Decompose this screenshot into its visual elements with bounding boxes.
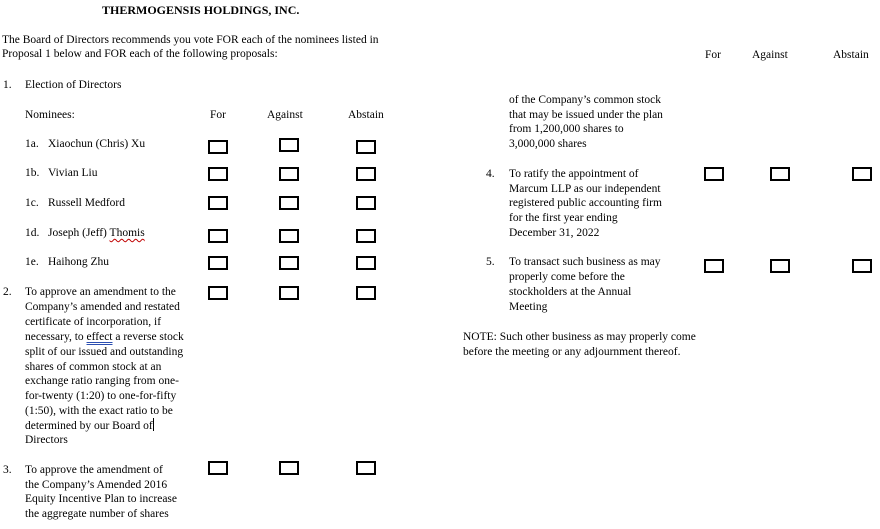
proposal-4-line: To ratify the appointment of: [509, 168, 639, 180]
proposal-4-number: 4.: [486, 168, 495, 180]
proposal-2-line: To approve an amendment to the: [25, 286, 176, 298]
checkbox-1b-for[interactable]: [208, 167, 228, 181]
checkbox-1e-abstain[interactable]: [356, 256, 376, 270]
checkbox-3-for[interactable]: [208, 461, 228, 475]
proposal-2-line: split of our issued and outstanding: [25, 346, 184, 358]
nominee-1c-id: 1c.: [25, 197, 39, 209]
checkbox-1e-against[interactable]: [279, 256, 299, 270]
note-line-2: before the meeting or any adjournment thereof.: [463, 346, 681, 358]
nominee-1d-name: [48, 226, 145, 241]
checkbox-1e-for[interactable]: [208, 256, 228, 270]
nominee-1b-name: Vivian Liu: [48, 167, 98, 179]
proposal-1-title: Election of Directors: [25, 79, 122, 91]
proposal-4-line: Marcum LLP as our independent: [509, 183, 661, 195]
proposal-4-line: for the first year ending: [509, 212, 618, 224]
proposal-5-number: 5.: [486, 256, 495, 268]
left-col-for: For: [210, 109, 226, 121]
proposal-2-line: [25, 418, 154, 434]
proposal-3-line: the aggregate number of shares: [25, 508, 169, 520]
proposal-2-line: shares of common stock at an: [25, 361, 162, 373]
proposal-2-line-end: a reverse stock: [112, 331, 184, 343]
checkbox-4-abstain[interactable]: [852, 167, 872, 181]
nominee-1d-id: 1d.: [25, 227, 40, 239]
proposal-5-line: To transact such business as may: [509, 256, 661, 268]
checkbox-4-against[interactable]: [770, 167, 790, 181]
nominee-1c-name: Russell Medford: [48, 197, 125, 209]
proposal-2-line: exchange ratio ranging from one-: [25, 375, 179, 387]
nominee-1a-id: 1a.: [25, 138, 39, 150]
proposal-2-number: 2.: [3, 286, 12, 298]
checkbox-2-abstain[interactable]: [356, 286, 376, 300]
proposal-4-line: December 31, 2022: [509, 227, 600, 239]
nominee-1e-id: 1e.: [25, 256, 39, 268]
proposal-2-marked-word: effect: [86, 331, 113, 343]
right-col-for: For: [705, 49, 721, 61]
right-col-abstain: Abstain: [833, 49, 869, 61]
checkbox-1c-abstain[interactable]: [356, 196, 376, 210]
proposal-3-number: 3.: [3, 464, 12, 476]
checkbox-1a-abstain[interactable]: [356, 140, 376, 154]
checkbox-2-for[interactable]: [208, 286, 228, 300]
text-cursor: [153, 418, 154, 431]
checkbox-1d-abstain[interactable]: [356, 229, 376, 243]
checkbox-1a-for[interactable]: [208, 140, 228, 154]
nominee-1b-id: 1b.: [25, 167, 40, 179]
proposal-5-line: stockholders at the Annual: [509, 286, 632, 298]
proposal-3-cont-line: from 1,200,000 shares to: [509, 123, 624, 135]
proposal-2-line: Directors: [25, 434, 68, 446]
note-line-1: NOTE: Such other business as may properly come: [463, 331, 696, 343]
nominee-1a-name: Xiaochun (Chris) Xu: [48, 138, 146, 150]
intro-line-1: The Board of Directors recommends you vote FOR each of the nominees listed in: [2, 34, 379, 46]
proposal-2-line: [25, 330, 184, 345]
proposal-3-cont-line: that may be issued under the plan: [509, 109, 663, 121]
intro-line-2: Proposal 1 below and FOR each of the following proposals:: [2, 48, 278, 60]
proposal-4-line: registered public accounting firm: [509, 197, 662, 209]
proposal-3-cont-line: of the Company’s common stock: [509, 94, 662, 106]
checkbox-5-for[interactable]: [704, 259, 724, 273]
checkbox-1b-abstain[interactable]: [356, 167, 376, 181]
nominee-1d-name-flagged: Thomis: [109, 227, 145, 239]
proposal-2-line: Company’s amended and restated: [25, 301, 180, 313]
checkbox-4-for[interactable]: [704, 167, 724, 181]
proposal-5-line: properly come before the: [509, 271, 625, 283]
left-col-against: Against: [267, 109, 303, 121]
checkbox-5-abstain[interactable]: [852, 259, 872, 273]
proposal-2-line: certificate of incorporation, if: [25, 316, 162, 328]
proposal-2-line-start: necessary, to: [25, 331, 87, 343]
checkbox-3-abstain[interactable]: [356, 461, 376, 475]
proposal-2-line-text: determined by our Board of: [25, 420, 153, 432]
nominees-label: Nominees:: [25, 109, 75, 121]
nominee-1e-name: Haihong Zhu: [48, 256, 110, 268]
checkbox-1d-for[interactable]: [208, 229, 228, 243]
left-col-abstain: Abstain: [348, 109, 384, 121]
proposal-1-number: 1.: [3, 79, 12, 91]
proposal-3-cont-line: 3,000,000 shares: [509, 138, 587, 150]
nominee-1d-name-prefix: Joseph (Jeff): [48, 227, 110, 239]
proposal-5-line: Meeting: [509, 301, 548, 313]
checkbox-1c-against[interactable]: [279, 196, 299, 210]
checkbox-2-against[interactable]: [279, 286, 299, 300]
proposal-2-line: for-twenty (1:20) to one-for-fifty: [25, 390, 177, 402]
checkbox-1c-for[interactable]: [208, 196, 228, 210]
company-title: THERMOGENSIS HOLDINGS, INC.: [102, 3, 300, 17]
checkbox-5-against[interactable]: [770, 259, 790, 273]
right-col-against: Against: [752, 49, 788, 61]
proposal-3-line: the Company’s Amended 2016: [25, 479, 168, 491]
proposal-3-line: To approve the amendment of: [25, 464, 163, 476]
proposal-2-line: (1:50), with the exact ratio to be: [25, 405, 173, 417]
checkbox-1b-against[interactable]: [279, 167, 299, 181]
checkbox-1d-against[interactable]: [279, 229, 299, 243]
checkbox-3-against[interactable]: [279, 461, 299, 475]
checkbox-1a-against[interactable]: [279, 138, 299, 152]
proposal-3-line: Equity Incentive Plan to increase: [25, 493, 178, 505]
